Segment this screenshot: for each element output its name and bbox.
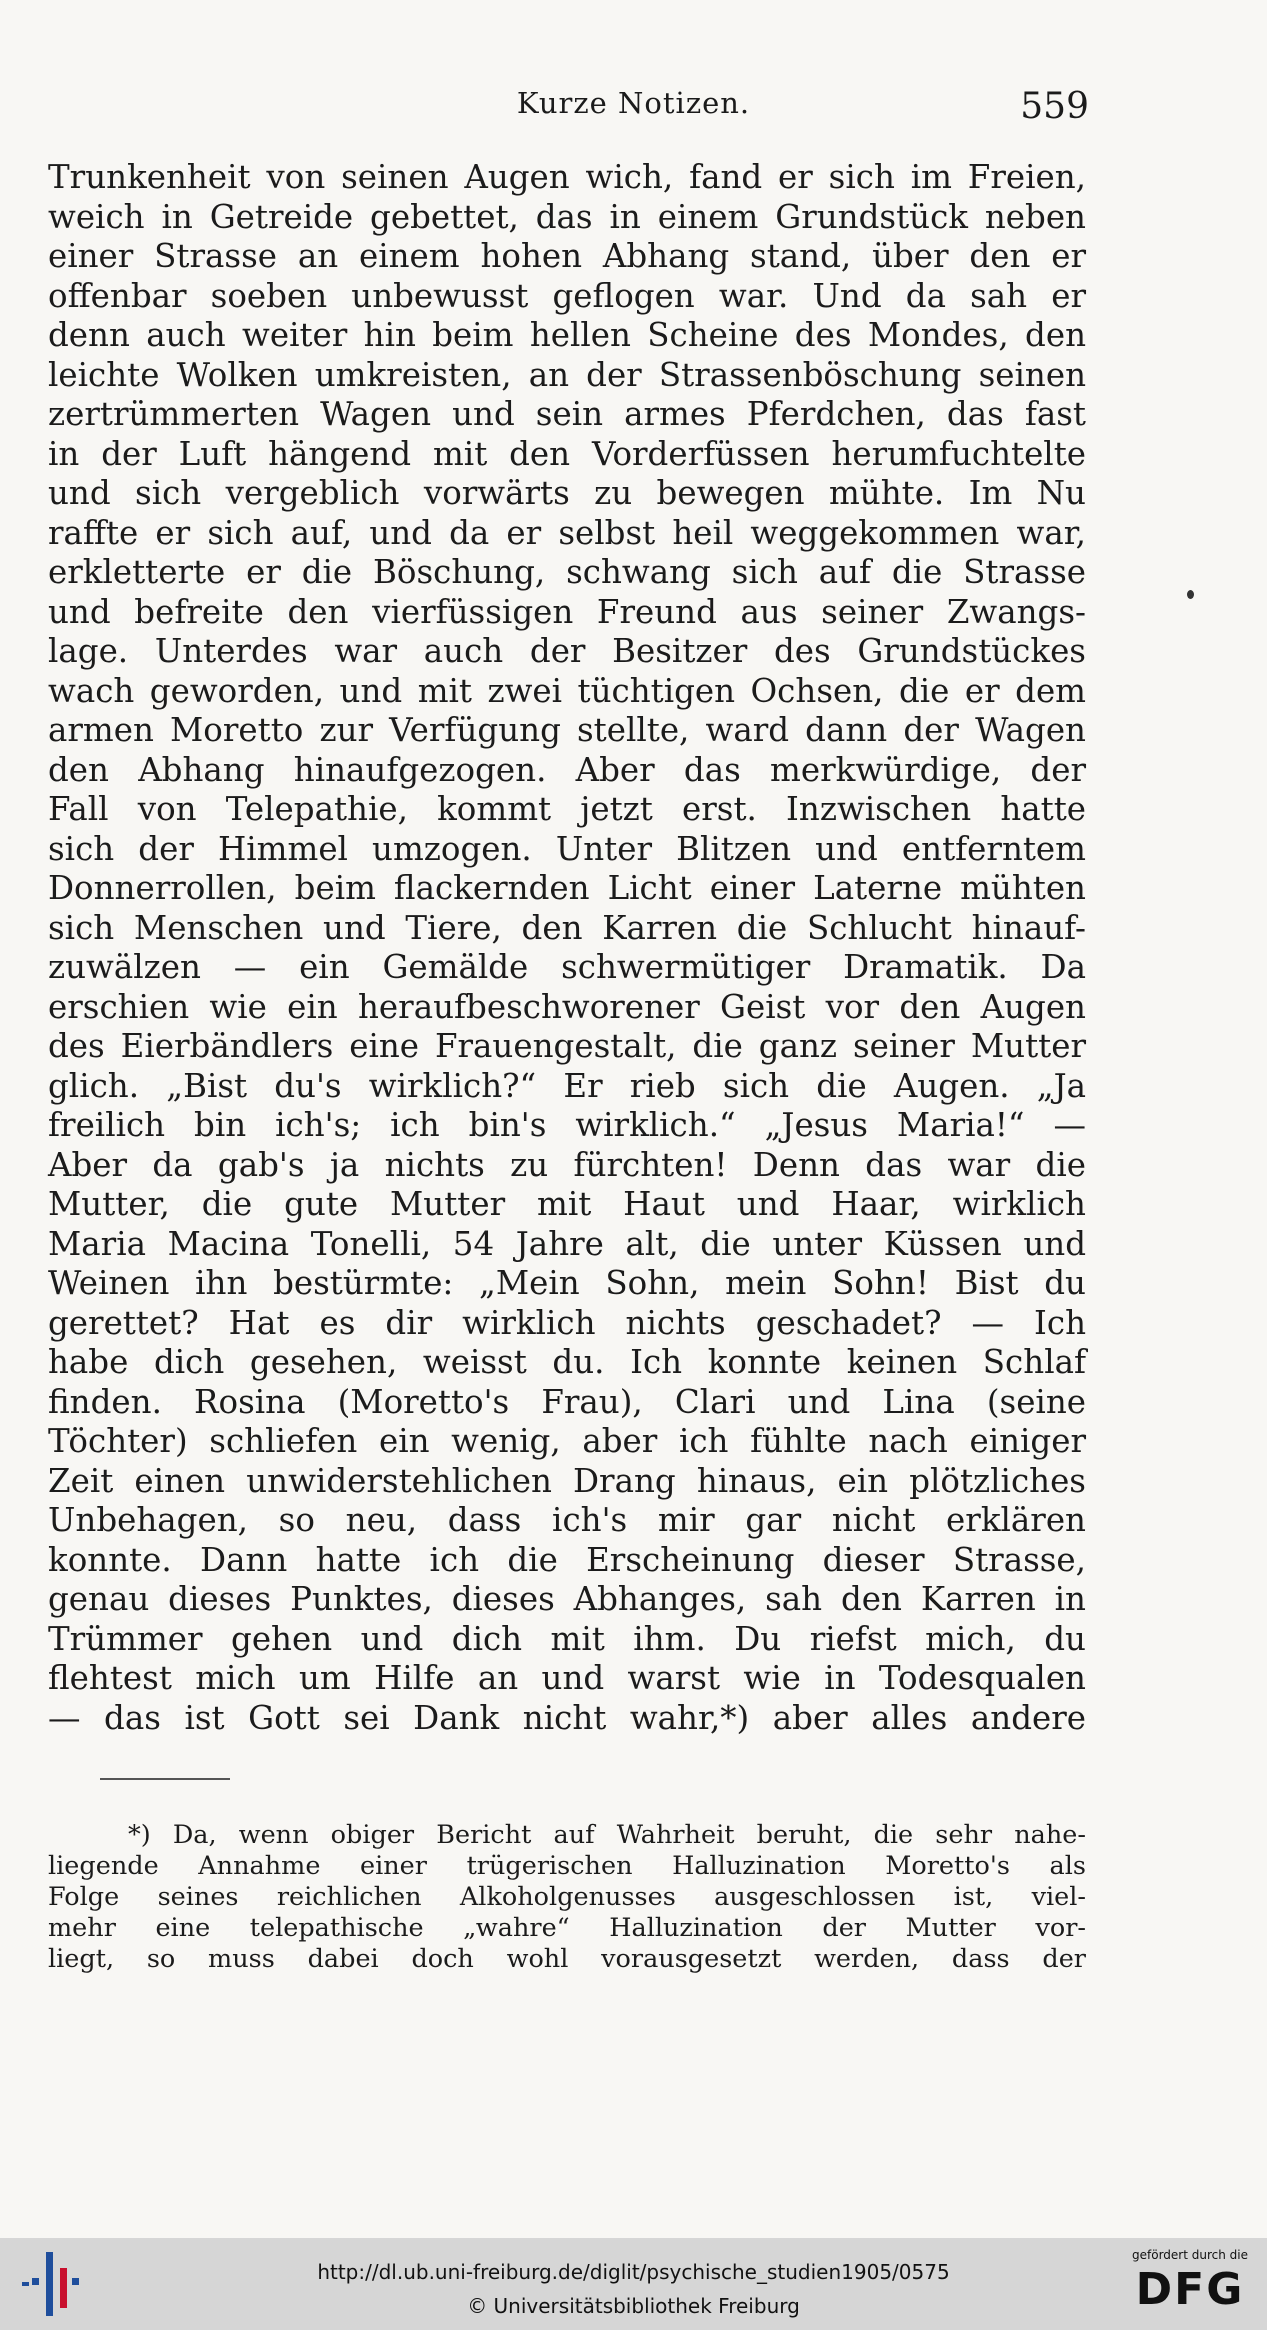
- text-line: Maria Macina Tonelli, 54 Jahre alt, die unter Küssen und: [48, 1224, 1086, 1263]
- document-url-link[interactable]: http://dl.ub.uni-freiburg.de/diglit/psychische_studien1905/0575: [317, 2260, 950, 2284]
- dfg-logo: [1125, 2248, 1255, 2322]
- footnote: [48, 1820, 1086, 1975]
- text-line: lage. Unterdes war auch der Besitzer des Grundstückes: [48, 632, 1086, 670]
- text-line: erschien wie ein heraufbeschworener Geist vor den Augen: [48, 987, 1086, 1026]
- text-line: wach geworden, und mit zwei tüchtigen Ochsen, die er dem: [48, 671, 1086, 710]
- footnote-line: liegende Annahme einer trügerischen Halluzination Moretto's als: [48, 1851, 1086, 1881]
- text-line: und sich vergeblich vorwärts zu bewegen mühte. Im Nu: [48, 474, 1086, 512]
- margin-dot-mark: [1187, 590, 1194, 599]
- text-line: Trümmer gehen und dich mit ihm. Du riefst mich, du: [48, 1619, 1086, 1658]
- running-head: [0, 86, 1267, 136]
- text-line: weich in Getreide gebettet, das in einem Grundstück neben: [48, 197, 1086, 236]
- text-line: zertrümmerten Wagen und sein armes Pferdchen, das fast: [48, 395, 1086, 433]
- text-line: in der Luft hängend mit den Vorderfüssen herumfuchtelte: [48, 434, 1086, 473]
- text-line: erkletterte er die Böschung, schwang sich auf die Strasse: [48, 553, 1086, 591]
- footnote-line: liegt, so muss dabei doch wohl vorausgesetzt werden, dass der: [48, 1944, 1086, 1974]
- text-line: flehtest mich um Hilfe an und warst wie in Todesqualen: [48, 1659, 1086, 1697]
- main-text: [48, 158, 1086, 1738]
- page-header-title: Kurze Notizen.: [516, 86, 751, 120]
- text-line: Töchter) schliefen ein wenig, aber ich fühlte nach einiger: [48, 1422, 1086, 1460]
- footnote-line: Folge seines reichlichen Alkoholgenusses ausgeschlossen ist, viel-: [48, 1882, 1086, 1912]
- page-number: 559: [1020, 86, 1089, 127]
- dfg-caption: gefördert durch die: [1132, 2248, 1248, 2262]
- text-line: sich Menschen und Tiere, den Karren die Schlucht hinauf-: [48, 908, 1086, 947]
- text-line: sich der Himmel umzogen. Unter Blitzen und entferntem: [48, 829, 1086, 868]
- text-line: raffte er sich auf, und da er selbst heil weggekommen war,: [48, 513, 1086, 552]
- footnote-line: mehr eine telepathische „wahre“ Halluzination der Mutter vor-: [48, 1913, 1086, 1943]
- text-line: Unbehagen, so neu, dass ich's mir gar nicht erklären: [48, 1501, 1086, 1539]
- text-line: des Eierbändlers eine Frauengestalt, die ganz seiner Mutter: [48, 1027, 1086, 1065]
- text-line: konnte. Dann hatte ich die Erscheinung dieser Strasse,: [48, 1540, 1086, 1579]
- text-line: Zeit einen unwiderstehlichen Drang hinaus, ein plötzliches: [48, 1461, 1086, 1500]
- text-line: habe dich gesehen, weisst du. Ich konnte keinen Schlaf: [48, 1343, 1086, 1381]
- text-line: den Abhang hinaufgezogen. Aber das merkwürdige, der: [48, 750, 1086, 789]
- footnote-line: *) Da, wenn obiger Bericht auf Wahrheit beruht, die sehr nahe-: [128, 1820, 1086, 1850]
- text-line: — das ist Gott sei Dank nicht wahr,*) aber alles andere: [48, 1698, 1086, 1737]
- text-line: offenbar soeben unbewusst geflogen war. Und da sah er: [48, 276, 1086, 315]
- text-line: armen Moretto zur Verfügung stellte, ward dann der Wagen: [48, 711, 1086, 749]
- footnote-separator: [100, 1778, 230, 1780]
- text-line: Aber da gab's ja nichts zu fürchten! Denn das war die: [48, 1145, 1086, 1184]
- text-line: Mutter, die gute Mutter mit Haut und Haar, wirklich: [48, 1185, 1086, 1223]
- text-line: denn auch weiter hin beim hellen Scheine des Mondes, den: [48, 316, 1086, 354]
- text-line: einer Strasse an einem hohen Abhang stand, über den er: [48, 237, 1086, 275]
- copyright-notice: © Universitätsbibliothek Freiburg: [467, 2294, 800, 2318]
- text-line: glich. „Bist du's wirklich?“ Er rieb sich die Augen. „Ja: [48, 1066, 1086, 1105]
- viewer-footer: [0, 2238, 1267, 2330]
- text-line: Weinen ihn bestürmte: „Mein Sohn, mein Sohn! Bist du: [48, 1264, 1086, 1302]
- dfg-logo-text: DFG: [1135, 2264, 1245, 2315]
- text-line: leichte Wolken umkreisten, an der Strassenböschung seinen: [48, 355, 1086, 394]
- text-line: gerettet? Hat es dir wirklich nichts geschadet? — Ich: [48, 1303, 1086, 1342]
- text-line: Donnerrollen, beim flackernden Licht einer Laterne mühten: [48, 869, 1086, 907]
- text-line: freilich bin ich's; ich bin's wirklich.“ „Jesus Maria!“ —: [48, 1106, 1086, 1144]
- text-line: genau dieses Punktes, dieses Abhanges, sah den Karren in: [48, 1580, 1086, 1618]
- text-line: Fall von Telepathie, kommt jetzt erst. Inzwischen hatte: [48, 790, 1086, 828]
- text-line: zuwälzen — ein Gemälde schwermütiger Dramatik. Da: [48, 948, 1086, 986]
- text-line: finden. Rosina (Moretto's Frau), Clari und Lina (seine: [48, 1382, 1086, 1421]
- text-line: und befreite den vierfüssigen Freund aus seiner Zwangs-: [48, 592, 1086, 631]
- text-line: Trunkenheit von seinen Augen wich, fand er sich im Freien,: [48, 158, 1086, 196]
